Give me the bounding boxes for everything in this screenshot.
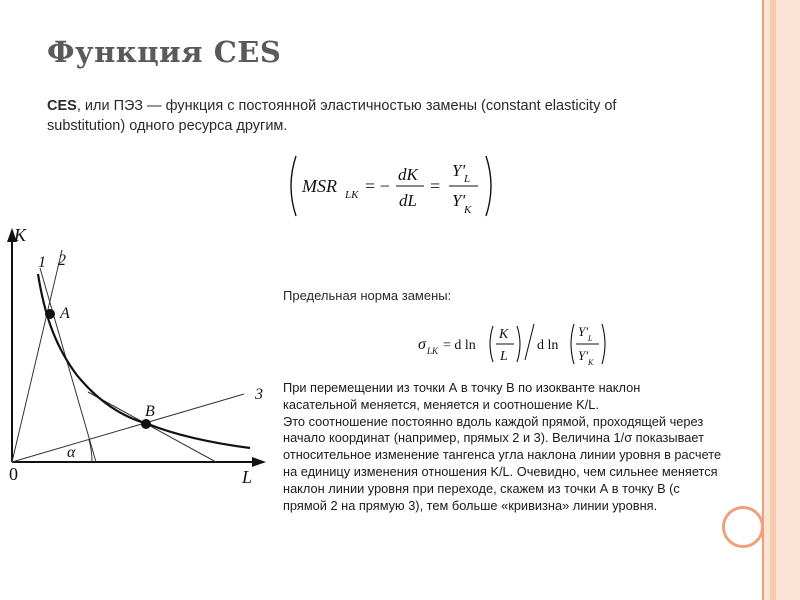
line-3-label: 3 bbox=[255, 386, 263, 403]
point-a bbox=[45, 309, 55, 319]
elasticity-formula bbox=[418, 316, 618, 372]
mrs-label: Предельная норма замены: bbox=[283, 288, 452, 303]
intro-text bbox=[47, 96, 697, 136]
intro-body: , или ПЭЗ — функция с постоянной эластичностью замены (constant elasticity of substitution) одного ресурса другим. bbox=[47, 98, 617, 134]
formula2-frac2-den: Y' bbox=[578, 348, 589, 363]
line-2-label: 2 bbox=[58, 252, 66, 269]
formula2-frac2-num-sub: L bbox=[588, 334, 593, 343]
mrs-formula bbox=[286, 152, 498, 220]
formula2-sigma: σ bbox=[418, 336, 426, 353]
angle-label: α bbox=[67, 444, 76, 461]
point-b bbox=[141, 419, 151, 429]
x-axis-arrow bbox=[252, 457, 266, 467]
tangent-line-a bbox=[40, 268, 96, 462]
paragraph-line: При перемещении из точки А в точку В по изокванте наклон bbox=[283, 380, 641, 395]
formula1-den1: dL bbox=[399, 191, 417, 210]
formula1-lhs-sub: LK bbox=[345, 189, 359, 201]
line-1-label: 1 bbox=[38, 254, 46, 271]
paragraph-line: начало координат (например, прямых 2 и 3). Величина 1/σ показывает bbox=[283, 430, 704, 446]
formula2-frac2-num: Y' bbox=[578, 324, 589, 339]
formula2-frac1-den: L bbox=[500, 349, 508, 364]
intro-bold-term: CES bbox=[47, 98, 77, 114]
explanation-paragraph bbox=[283, 380, 769, 514]
ray-line-3 bbox=[12, 394, 244, 462]
paragraph-line: Это соотношение постоянно вдоль каждой прямой, проходящей через bbox=[283, 413, 704, 429]
x-axis-label: L bbox=[242, 467, 253, 487]
paragraph-line: касательной меняется, меняется и соотношение K/L. bbox=[283, 396, 599, 412]
formula2-frac2-den-sub: K bbox=[588, 358, 594, 367]
paragraph-line: на единицу изменения отношения K/L. Очевидно, чем сильнее меняется bbox=[283, 463, 718, 479]
y-axis-label: K bbox=[14, 225, 27, 245]
slide-title: Функция CES bbox=[47, 35, 282, 69]
point-a-label: A bbox=[60, 305, 70, 322]
formula2-eq: = d ln bbox=[443, 338, 476, 353]
formula1-num1: dK bbox=[398, 165, 418, 184]
formula1-num2: Y' bbox=[452, 161, 466, 180]
formula2-sigma-sub: LK bbox=[427, 346, 439, 356]
formula2-mid: d ln bbox=[537, 338, 559, 353]
paragraph-line: прямой 2 на прямую 3), тем больше «кривизна» линии уровня. bbox=[283, 497, 658, 513]
paragraph-line: наклон линии уровня при переходе, скажем из точки А в точку В (с bbox=[283, 480, 680, 496]
origin-label: 0 bbox=[9, 464, 18, 484]
formula1-den2: Y' bbox=[452, 191, 466, 210]
formula1-num2-sub: L bbox=[464, 173, 471, 185]
svg-text:= −: = − bbox=[365, 176, 390, 196]
formula1-lhs: MSR bbox=[302, 176, 337, 196]
formula2-frac1-num: K bbox=[499, 327, 509, 342]
isoquant-graph bbox=[0, 222, 275, 492]
point-b-label: B bbox=[145, 403, 155, 420]
ray-line-2 bbox=[12, 250, 62, 462]
formula1-den2-sub: K bbox=[464, 204, 472, 216]
paragraph-line: относительное изменение тангенса угла наклона линии уровня в расчете bbox=[283, 447, 722, 463]
svg-text:=: = bbox=[430, 176, 441, 196]
